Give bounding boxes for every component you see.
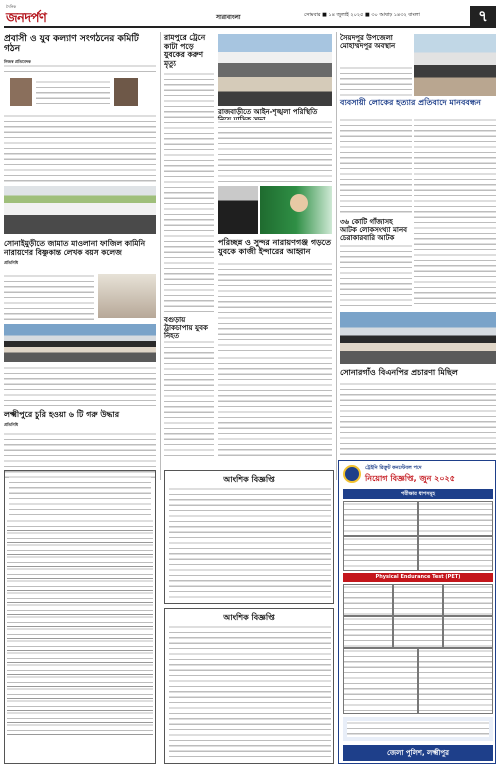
body-text <box>4 114 156 184</box>
photo-rally <box>340 312 496 364</box>
article-protest <box>340 98 496 107</box>
column-divider <box>336 32 337 480</box>
ad-table <box>343 501 493 571</box>
body-text <box>340 118 412 214</box>
table-cell <box>393 616 443 648</box>
headline: রাজবাড়ীতে আইন-শৃঙ্খলা পরিস্থিতি <box>218 108 318 116</box>
table-cell <box>343 501 418 536</box>
photo-protest <box>414 34 496 96</box>
article-probashi <box>4 34 156 66</box>
table-row <box>7 591 153 603</box>
table-cell <box>343 648 418 714</box>
byline: প্রতিনিধি <box>4 260 19 266</box>
table-row <box>7 699 153 711</box>
table-row <box>7 627 153 639</box>
table-row <box>7 675 153 687</box>
body-text <box>218 262 332 352</box>
body-text <box>4 366 156 406</box>
table-row <box>7 711 153 723</box>
table-cell <box>443 584 493 616</box>
ad-footer: জেলা পুলিশ, লক্ষ্মীপুর <box>343 745 493 761</box>
ad-title: নিয়োগ বিজ্ঞপ্তি, জুন ২০২৫ <box>365 474 455 483</box>
advert-notice <box>164 608 334 764</box>
body-text <box>164 340 214 460</box>
notice-rows <box>7 519 153 759</box>
table-cell <box>443 616 493 648</box>
table-row <box>7 567 153 579</box>
column-divider <box>160 32 161 480</box>
ad-table-title: পরীক্ষার ধাপসমূহ <box>343 489 493 499</box>
section-title: সারাবাংলা <box>216 14 241 21</box>
table-cell <box>393 584 443 616</box>
body-text <box>218 120 332 182</box>
newspaper-logo <box>4 4 74 26</box>
photo-meeting <box>4 186 156 234</box>
body-text <box>414 118 496 308</box>
table-row <box>7 639 153 651</box>
article-motaher <box>4 240 156 267</box>
table-cell <box>343 536 418 571</box>
police-badge-icon <box>343 465 361 483</box>
tender-notice <box>164 470 334 604</box>
logo-prefix: দৈনিক <box>6 4 17 9</box>
notice-body <box>169 625 331 761</box>
caption-text <box>36 80 110 104</box>
table-row <box>7 663 153 675</box>
article-sonargaon <box>340 368 496 377</box>
ad-contact <box>343 717 493 741</box>
table-row <box>7 651 153 663</box>
article-ashrafpur <box>218 238 332 256</box>
body-text <box>340 382 496 456</box>
notice-body <box>169 487 331 601</box>
body-text <box>340 66 412 96</box>
notice-title: আংশিক বিজ্ঞপ্তি <box>223 475 275 484</box>
portrait-face <box>290 194 308 212</box>
dateline: সোমবার ■ ১৪ জুলাই ২০২৫ ■ ৩০ আষাঢ় ১৪৩২ বাংলা <box>304 12 420 18</box>
table-row <box>7 531 153 543</box>
table-row <box>7 603 153 615</box>
table-row <box>7 723 153 735</box>
table-cell <box>418 648 493 714</box>
headline: পরিচ্ছন্ন ও সুন্দর নারায়ণগঞ্জ গড়তে যুবকে কাজী ইন্দারের আহ্বান <box>218 238 332 257</box>
headline: ৩৬ কোটি গাঁজাসহ আটক লোকসংখ্যা মানব চেরাকারবারি আটক <box>340 218 408 243</box>
table-row <box>7 687 153 699</box>
notice-intro <box>9 475 151 515</box>
portrait-photo <box>114 78 138 106</box>
headline: লক্ষ্মীপুরে চুরি হওয়া ৬ টি গরু উদ্ধার <box>4 410 120 419</box>
body-text <box>218 356 332 456</box>
headline: সৈয়দপুর উপজেলা মোহাম্মদপুর অবস্থান <box>340 34 396 51</box>
article-bogura <box>164 316 214 340</box>
body-text <box>4 64 156 76</box>
body-text <box>4 274 94 320</box>
photo-main-meeting <box>218 34 332 106</box>
table-cell <box>343 584 393 616</box>
article-sylhet <box>340 34 412 50</box>
table-cell <box>418 536 493 571</box>
body-text <box>340 244 412 308</box>
byline: প্রতিনিধি <box>4 422 19 428</box>
table-row <box>7 615 153 627</box>
table-row <box>7 519 153 531</box>
headline: বগুড়ায় ট্রাকচাপায় যুবক নিহত <box>164 316 208 341</box>
photo-banner <box>260 186 332 234</box>
article-lakshmipur <box>4 410 156 429</box>
masthead <box>4 4 496 28</box>
ad-requirements <box>343 584 493 714</box>
table-row <box>7 543 153 555</box>
contact-text <box>347 721 489 737</box>
police-recruitment-ad <box>338 460 496 764</box>
ad-subtitle: ট্রেইনি রিক্রুট কনস্টেবল পদে <box>365 465 422 471</box>
page-number: ৭ <box>470 6 496 26</box>
headline: সোনারগাঁও বিএনপির প্রচারণা মিছিল <box>340 368 458 377</box>
notice-table <box>4 470 156 764</box>
headline: প্রবাসী ও যুব কল্যাণ সংগঠনের কমিটি গঠন <box>4 34 139 55</box>
photo-portraits <box>4 78 156 110</box>
photo-monument <box>218 186 258 234</box>
table-cell <box>418 501 493 536</box>
headline: সোনাইমুড়ীতে জামাত মাওলানা ফাজিল কামিনি নারায়ণের বিষ্ণুকান্ত লেখক বয়স কলেজ <box>4 239 146 257</box>
table-cell <box>343 616 393 648</box>
photo-gathering <box>4 324 156 362</box>
byline: নিজস্ব প্রতিবেদক <box>4 58 31 64</box>
body-text <box>164 72 214 312</box>
table-row <box>7 555 153 567</box>
table-row <box>7 579 153 591</box>
notice-title: আংশিক বিজ্ঞপ্তি <box>223 613 275 622</box>
ad-pet-bar: Physical Endurance Test (PET) <box>343 573 493 582</box>
article-gas <box>340 218 412 242</box>
headline: ব্যবসায়ী লোকের হত্যার প্রতিবাদে মানববন্ধন <box>340 98 481 107</box>
headline: রামপুরে ট্রেনে কাটা পড়ে যুবকের করুণ মৃত্যু <box>164 33 206 68</box>
logo-title: জনদর্পণ <box>6 11 47 26</box>
portrait-photo <box>10 78 32 106</box>
photo-portrait <box>98 274 156 318</box>
article-rampura <box>164 34 214 69</box>
